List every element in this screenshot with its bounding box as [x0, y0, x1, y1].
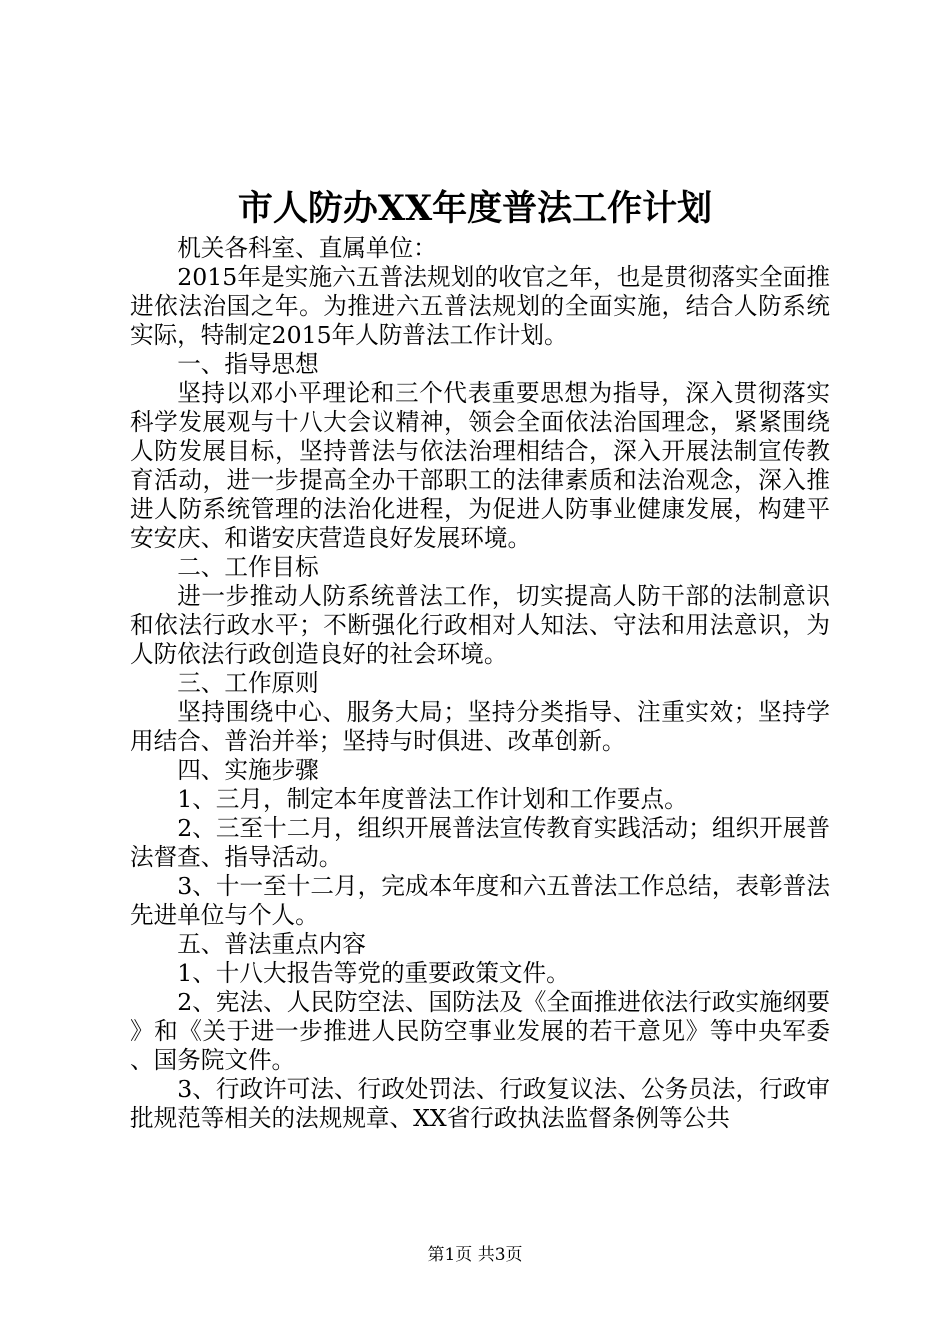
section-heading-key-content: 五、普法重点内容 — [177, 930, 366, 958]
intro-paragraph: 2015年是实施六五普法规划的收官之年，也是贯彻落实全面推进依法治国之年。为推进六五普法规划的全面实施，结合人防系统实际，特制定2015年人防普法工作计划。 — [130, 263, 830, 349]
work-goals-paragraph: 进一步推动人防系统普法工作，切实提高人防干部的法制意识和依法行政水平；不断强化行政相对人知法、守法和用法意识，为人防依法行政创造良好的社会环境。 — [130, 582, 830, 668]
key-content-item-2: 2、宪法、人民防空法、国防法及《全面推进依法行政实施纲要》和《关于进一步推进人民防空事业发展的若干意见》等中央军委、国务院文件。 — [130, 988, 830, 1074]
section-heading-guiding-ideology: 一、指导思想 — [177, 350, 319, 378]
salutation: 机关各科室、直属单位： — [177, 234, 437, 262]
implementation-step-1: 1、三月，制定本年度普法工作计划和工作要点。 — [177, 785, 688, 813]
guiding-ideology-paragraph: 坚持以邓小平理论和三个代表重要思想为指导，深入贯彻落实科学发展观与十八大会议精神，领会全面依法治国理念，紧紧围绕人防发展目标，坚持普法与依法治理相结合，深入开展法制宣传教育活动，进一步提高全办干部职工的法律素质和法治观念，深入推进人防系统管理的法治化进程，为促进人防事业健康发展，构建平安安庆、和谐安庆营造良好发展环境。 — [130, 379, 830, 552]
work-principles-paragraph: 坚持围绕中心、服务大局；坚持分类指导、注重实效；坚持学用结合、普治并举；坚持与时俱进、改革创新。 — [130, 698, 830, 755]
page-number-footer: 第1页 共3页 — [427, 1245, 523, 1265]
section-heading-work-goals: 二、工作目标 — [177, 553, 319, 581]
implementation-step-3: 3、十一至十二月，完成本年度和六五普法工作总结，表彰普法先进单位与个人。 — [130, 872, 830, 929]
document-title: 市人防办XX年度普法工作计划 — [237, 188, 713, 229]
implementation-step-2: 2、三至十二月，组织开展普法宣传教育实践活动；组织开展普法督查、指导活动。 — [130, 814, 830, 871]
document-body — [130, 234, 830, 1133]
section-heading-work-principles: 三、工作原则 — [177, 669, 319, 697]
key-content-item-3: 3、行政许可法、行政处罚法、行政复议法、公务员法，行政审批规范等相关的法规规章、XX省行政执法监督条例等公共 — [130, 1075, 830, 1132]
key-content-item-1: 1、十八大报告等党的重要政策文件。 — [177, 959, 570, 987]
section-heading-implementation-steps: 四、实施步骤 — [177, 756, 319, 784]
